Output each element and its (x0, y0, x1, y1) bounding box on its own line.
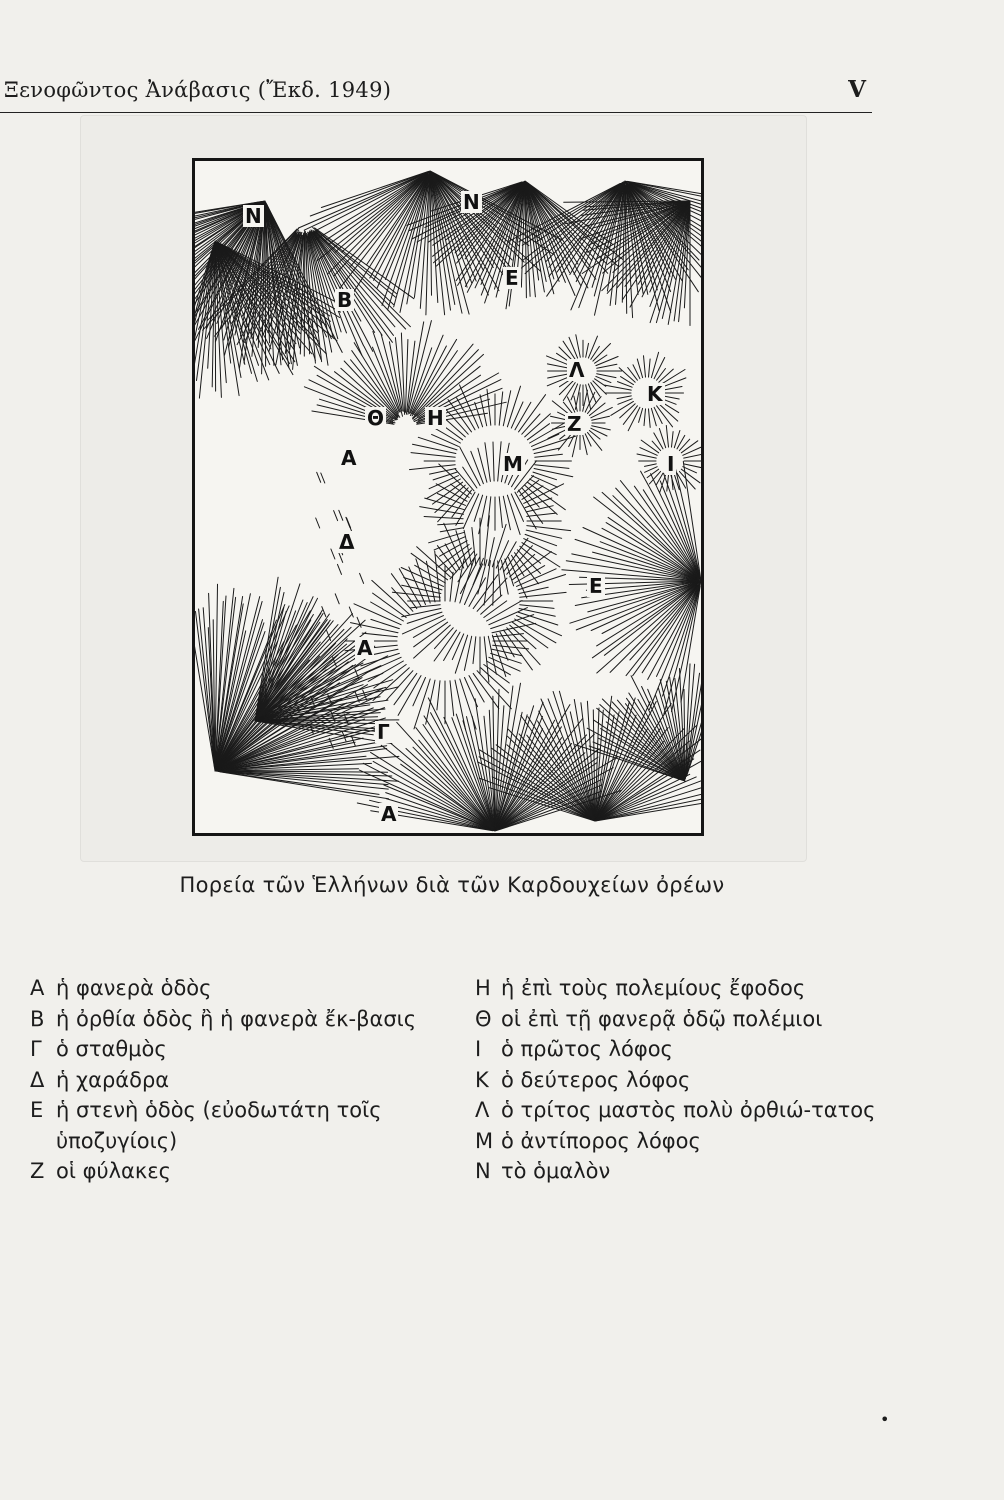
legend-text: οἱ ἐπὶ τῇ φανερᾷ ὁδῷ πολέμιοι (501, 1006, 823, 1031)
legend-entry (475, 1065, 895, 1096)
legend-key: Γ (30, 1037, 42, 1061)
map-figure (192, 158, 704, 836)
legend-entry (30, 973, 440, 1004)
legend-text: τὸ ὁμαλὸν (501, 1159, 611, 1183)
legend-text: ἡ στενὴ ὁδὸς (εὐοδωτάτη τοῖς ὑποζυγίοις) (56, 1098, 382, 1153)
map-label-lambda: Λ (569, 358, 585, 382)
legend-entry (475, 1156, 895, 1187)
legend-left-column (30, 973, 440, 1187)
legend-key: Α (30, 976, 45, 1000)
map-label-theta: Θ (367, 406, 385, 430)
legend-entry (475, 1095, 911, 1126)
legend-entry (30, 1065, 440, 1096)
legend-text: ἡ φανερὰ ὁδὸς (56, 976, 212, 1000)
legend-text: ἡ χαράδρα (56, 1067, 170, 1092)
legend-text: ὁ πρῶτος λόφος (501, 1037, 673, 1061)
terrain-hachures (195, 161, 701, 833)
legend-key: Δ (30, 1067, 45, 1092)
map-label-eta: Η (427, 406, 444, 430)
legend-text: ἡ ὀρθία ὁδὸς ἢ ἡ φανερὰ ἔκ-βασις (56, 1006, 417, 1031)
ink-speck: • (880, 1410, 890, 1429)
legend-entry (30, 1095, 446, 1156)
legend-text: ὁ σταθμὸς (56, 1037, 167, 1061)
legend-key: Ν (475, 1159, 491, 1183)
map-label-zeta: Ζ (567, 412, 582, 436)
legend-entry (475, 973, 895, 1004)
map-label-a-upper: Α (341, 446, 357, 470)
legend-entry (475, 1004, 895, 1035)
legend-key: Ζ (30, 1159, 45, 1183)
map-label-mu: Μ (503, 452, 523, 476)
legend-text: οἱ φύλακες (56, 1159, 171, 1183)
legend-text: ὁ τρίτος μαστὸς πολὺ ὀρθιώ-τατος (501, 1098, 876, 1122)
map-label-b: Β (337, 288, 353, 312)
legend-entry (475, 1126, 895, 1157)
legend-key: Ε (30, 1098, 44, 1122)
map-label-delta: Δ (339, 530, 355, 554)
map-label-e-right: Ε (589, 574, 603, 598)
legend-text: ἡ ἐπὶ τοὺς πολεμίους ἔφοδος (501, 976, 806, 1000)
legend-text: ὁ ἀντίπορος λόφος (501, 1128, 701, 1153)
legend-key: Ι (475, 1037, 482, 1061)
legend-key: Β (30, 1006, 45, 1031)
page-number: V (848, 76, 866, 103)
legend-key: Η (475, 976, 491, 1000)
legend-entry (30, 1034, 440, 1065)
map-label-gamma: Γ (377, 720, 390, 744)
legend-entry (30, 1004, 446, 1035)
legend-key: Λ (475, 1098, 490, 1122)
legend-right-column (475, 973, 895, 1187)
legend-text: ὁ δεύτερος λόφος (501, 1067, 691, 1092)
map-label-n2: Ν (463, 190, 480, 214)
legend-key: Μ (475, 1128, 494, 1153)
map-label-n1: Ν (245, 204, 262, 228)
map-label-a-bottom: Α (381, 802, 397, 826)
legend-entry (475, 1034, 895, 1065)
page-header (0, 76, 872, 113)
figure-caption: Πορεία τῶν Ἑλλήνων διὰ τῶν Καρδουχείων ὀρέων (179, 873, 725, 897)
map-label-a-middle: Α (357, 636, 373, 660)
legend-entry (30, 1156, 440, 1187)
legend-key: Θ (475, 1006, 492, 1031)
running-title: Ξενοφῶντος Ἀνάβασις (Ἔκδ. 1949) (4, 78, 392, 102)
map-label-k: Κ (647, 382, 663, 406)
map-label-iota: Ι (667, 452, 675, 476)
map-label-e-top: Ε (505, 266, 519, 290)
legend-key: Κ (475, 1067, 489, 1092)
